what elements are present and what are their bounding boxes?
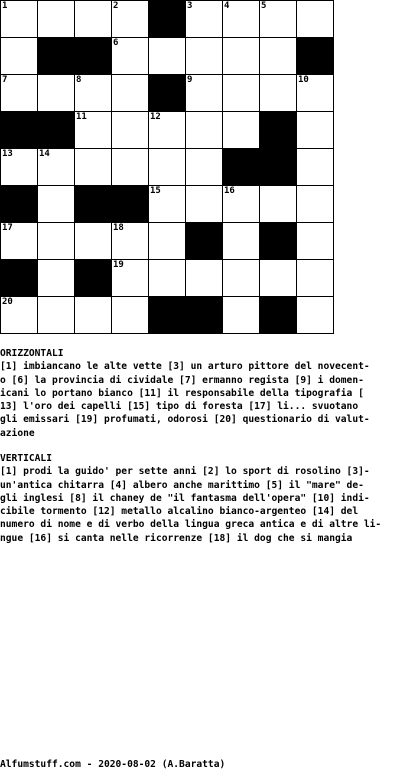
- clue-number: 18: [113, 223, 124, 233]
- grid-cell[interactable]: [112, 75, 149, 112]
- grid-cell[interactable]: [75, 297, 112, 334]
- clue-number: 13: [2, 149, 13, 159]
- grid-cell[interactable]: [186, 260, 223, 297]
- grid-cell[interactable]: [297, 223, 334, 260]
- black-square: [1, 112, 38, 149]
- clue-number: 19: [113, 260, 124, 270]
- clue-number: 14: [39, 149, 50, 159]
- grid-cell[interactable]: [112, 38, 149, 75]
- clue-number: 4: [224, 1, 230, 11]
- black-square: [186, 297, 223, 334]
- clue-number: 11: [76, 112, 87, 122]
- black-square: [260, 149, 297, 186]
- grid-cell[interactable]: [186, 112, 223, 149]
- grid-cell[interactable]: [112, 149, 149, 186]
- grid-cell[interactable]: [75, 223, 112, 260]
- clue-number: 8: [76, 75, 82, 85]
- clue-number: 7: [2, 75, 8, 85]
- grid-cell[interactable]: [223, 75, 260, 112]
- across-clues: [0, 347, 398, 440]
- grid-cell[interactable]: [186, 38, 223, 75]
- grid-cell[interactable]: [38, 260, 75, 297]
- grid-cell[interactable]: [223, 223, 260, 260]
- grid-cell[interactable]: [112, 260, 149, 297]
- black-square: [1, 260, 38, 297]
- grid-cell[interactable]: [297, 149, 334, 186]
- clue-number: 3: [187, 1, 193, 11]
- across-clue-text: [1] imbiancano le alte vette [3] un arturo pittore del novecent- o [6] la provincia di cividale [7] ermanno regista [9] i domen- icani lo portano bianco [11] il responsabile della tipografia [ 13] l'oro dei capelli [15] tipo di foresta [17] li... svuotano gli emissari [19] profumati, odorosi [20] questionario di valut- azione: [0, 361, 370, 439]
- grid-cell[interactable]: [149, 186, 186, 223]
- grid-cell[interactable]: [38, 297, 75, 334]
- clue-number: 9: [187, 75, 193, 85]
- grid-cell[interactable]: [75, 1, 112, 38]
- clue-number: 17: [2, 223, 13, 233]
- grid-cell[interactable]: [186, 1, 223, 38]
- clue-number: 16: [224, 186, 235, 196]
- black-square: [149, 75, 186, 112]
- black-square: [186, 223, 223, 260]
- clue-number: 5: [261, 1, 267, 11]
- grid-cell[interactable]: [149, 223, 186, 260]
- black-square: [149, 1, 186, 38]
- grid-cell[interactable]: [75, 149, 112, 186]
- grid-cell[interactable]: [75, 112, 112, 149]
- grid-cell[interactable]: [260, 75, 297, 112]
- black-square: [75, 186, 112, 223]
- black-square: [38, 38, 75, 75]
- grid-cell[interactable]: [223, 112, 260, 149]
- grid-cell[interactable]: [38, 149, 75, 186]
- grid-cell[interactable]: [38, 223, 75, 260]
- grid-cell[interactable]: [1, 297, 38, 334]
- grid-cell[interactable]: [112, 297, 149, 334]
- grid-cell[interactable]: [260, 1, 297, 38]
- grid-cell[interactable]: [297, 260, 334, 297]
- grid-cell[interactable]: [1, 223, 38, 260]
- black-square: [75, 38, 112, 75]
- black-square: [112, 186, 149, 223]
- grid-cell[interactable]: [297, 112, 334, 149]
- grid-cell[interactable]: [1, 149, 38, 186]
- grid-cell[interactable]: [260, 260, 297, 297]
- clue-number: 10: [298, 75, 309, 85]
- black-square: [260, 223, 297, 260]
- grid-cell[interactable]: [112, 223, 149, 260]
- grid-cell[interactable]: [38, 186, 75, 223]
- grid-cell[interactable]: [149, 38, 186, 75]
- down-clue-text: [1] prodi la guido' per sette anni [2] lo sport di rosolino [3]- un'antica chitarra [4] albero anche marittimo [5] il "mare" de- gli inglesi [8] il chaney de "il fantasma dell'opera" [10] indi- cibile tormento [12] metallo alcalino bianco-argenteo [14] del numero di nome e di verbo della lingua greca antica e di altre li- ngue [16] si canta nelle ricorrenze [18] il dog che si mangia: [0, 466, 382, 544]
- black-square: [1, 186, 38, 223]
- crossword-grid: [0, 0, 334, 334]
- clue-number: 20: [2, 297, 13, 307]
- grid-cell[interactable]: [149, 260, 186, 297]
- clue-number: 1: [2, 1, 8, 11]
- grid-cell[interactable]: [75, 75, 112, 112]
- grid-cell[interactable]: [260, 186, 297, 223]
- grid-cell[interactable]: [38, 1, 75, 38]
- down-heading: VERTICALI: [0, 453, 52, 464]
- grid-cell[interactable]: [186, 149, 223, 186]
- down-clues: [0, 452, 398, 545]
- grid-cell[interactable]: [149, 112, 186, 149]
- grid-cell[interactable]: [1, 75, 38, 112]
- grid-cell[interactable]: [112, 112, 149, 149]
- grid-cell[interactable]: [223, 297, 260, 334]
- grid-cell[interactable]: [186, 186, 223, 223]
- black-square: [223, 149, 260, 186]
- black-square: [260, 112, 297, 149]
- grid-cell[interactable]: [297, 297, 334, 334]
- grid-cell[interactable]: [297, 75, 334, 112]
- black-square: [38, 112, 75, 149]
- grid-cell[interactable]: [223, 1, 260, 38]
- clue-number: 12: [150, 112, 161, 122]
- grid-cell[interactable]: [223, 260, 260, 297]
- black-square: [260, 297, 297, 334]
- grid-cell[interactable]: [223, 38, 260, 75]
- across-heading: ORIZZONTALI: [0, 348, 64, 359]
- grid-cell[interactable]: [1, 1, 38, 38]
- grid-cell[interactable]: [112, 1, 149, 38]
- grid-cell[interactable]: [186, 75, 223, 112]
- grid-cell[interactable]: [223, 186, 260, 223]
- grid-cell[interactable]: [297, 1, 334, 38]
- clue-number: 6: [113, 38, 119, 48]
- grid-cell[interactable]: [149, 149, 186, 186]
- grid-cell[interactable]: [260, 38, 297, 75]
- grid-cell[interactable]: [1, 38, 38, 75]
- grid-cell[interactable]: [38, 75, 75, 112]
- black-square: [75, 260, 112, 297]
- footer-credit: Alfumstuff.com - 2020-08-02 (A.Baratta): [0, 759, 226, 770]
- black-square: [297, 38, 334, 75]
- grid-cell[interactable]: [297, 186, 334, 223]
- clue-number: 2: [113, 1, 119, 11]
- black-square: [149, 297, 186, 334]
- clue-number: 15: [150, 186, 161, 196]
